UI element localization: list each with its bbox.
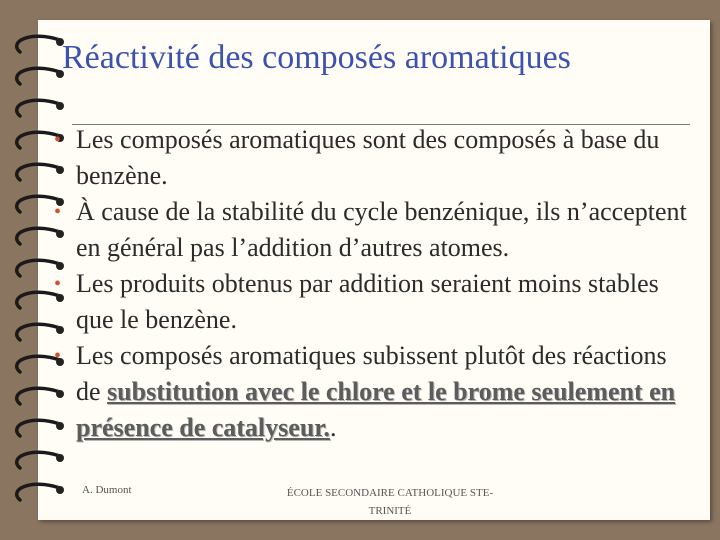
bullet-text: Les composés aromatiques subissent plutôt des réactions de xyxy=(76,341,667,406)
bullet-text: À cause de la stabilité du cycle benzénique, ils n’acceptent en général pas l’addition d’autres atomes. xyxy=(76,197,687,262)
bullet-dot-icon: • xyxy=(54,345,62,367)
footer-school-line1: ÉCOLE SECONDAIRE CATHOLIQUE STE- xyxy=(286,487,494,499)
bullet-dot-icon: • xyxy=(54,201,62,223)
footer-school xyxy=(240,484,540,520)
bullet-item xyxy=(54,194,694,266)
slide-footer xyxy=(40,478,700,518)
footer-author: A. Dumont xyxy=(82,484,132,496)
bullet-dot-icon: • xyxy=(54,273,62,295)
bullet-dot-icon: • xyxy=(54,129,62,151)
bullet-item xyxy=(54,122,694,194)
bullet-list xyxy=(54,122,694,446)
substitution-link[interactable]: substitution avec le chlore et le brome seulement en présence de catalyseur. xyxy=(76,377,676,442)
bullet-text-end: . xyxy=(329,413,337,442)
bullet-text: Les composés aromatiques sont des composés à base du benzène. xyxy=(76,125,660,190)
slide-title: Réactivité des composés aromatiques xyxy=(62,39,571,76)
bullet-item xyxy=(54,338,694,446)
bullet-text: Les produits obtenus par addition seraient moins stables que le benzène. xyxy=(76,269,659,334)
bullet-item xyxy=(54,266,694,338)
footer-school-line2: TRINITÉ xyxy=(368,505,412,517)
